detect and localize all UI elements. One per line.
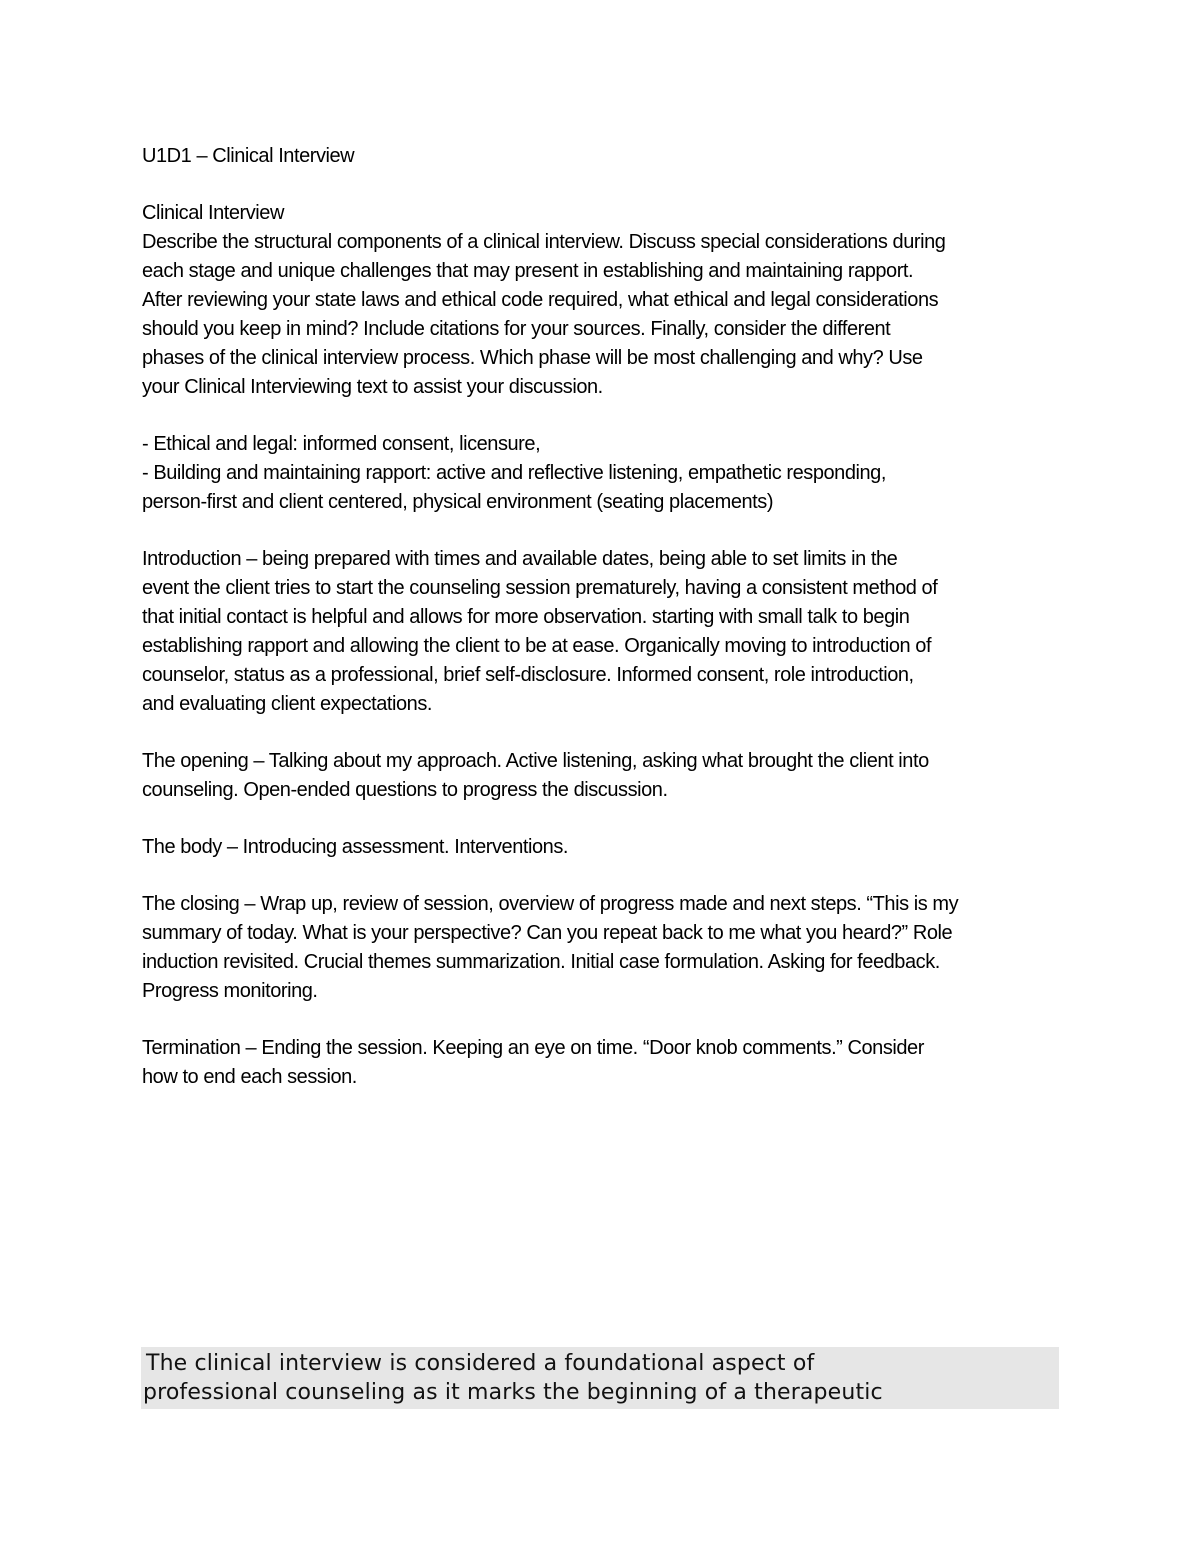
prompt-line: each stage and unique challenges that may present in establishing and maintaining rapport. bbox=[142, 260, 914, 282]
termination-line: Termination – Ending the session. Keeping an eye on time. “Door knob comments.” Consider bbox=[142, 1037, 924, 1059]
body-line: The body – Introducing assessment. Interventions. bbox=[142, 836, 568, 858]
introduction-line: and evaluating client expectations. bbox=[142, 693, 433, 715]
spacer bbox=[142, 719, 1062, 747]
closing-line: The closing – Wrap up, review of session, overview of progress made and next steps. “This is my bbox=[142, 893, 959, 915]
notes-line: person-first and client centered, physical environment (seating placements) bbox=[142, 491, 774, 513]
notes-line: - Ethical and legal: informed consent, licensure, bbox=[142, 433, 541, 455]
notes-line: - Building and maintaining rapport: active and reflective listening, empathetic responding, bbox=[142, 462, 886, 484]
introduction-line: establishing rapport and allowing the client to be at ease. Organically moving to introduction of bbox=[142, 635, 932, 657]
closing-line: summary of today. What is your perspective? Can you repeat back to me what you heard?” Role bbox=[142, 922, 953, 944]
prompt-heading: Clinical Interview bbox=[142, 202, 284, 224]
termination-line: how to end each session. bbox=[142, 1066, 357, 1088]
document-page bbox=[142, 142, 1062, 1092]
text-preview-box bbox=[141, 1347, 1059, 1409]
spacer bbox=[142, 805, 1062, 833]
spacer bbox=[142, 171, 1062, 199]
spacer bbox=[142, 402, 1062, 430]
prompt-line: your Clinical Interviewing text to assist your discussion. bbox=[142, 376, 603, 398]
preview-line: professional counseling as it marks the beginning of a therapeutic bbox=[143, 1380, 883, 1405]
introduction-line: Introduction – being prepared with times and available dates, being able to set limits in the bbox=[142, 548, 898, 570]
closing-line: induction revisited. Crucial themes summarization. Initial case formulation. Asking for feedback. bbox=[142, 951, 940, 973]
introduction-line: counselor, status as a professional, brief self-disclosure. Informed consent, role introduction, bbox=[142, 664, 914, 686]
prompt-line: After reviewing your state laws and ethical code required, what ethical and legal considerations bbox=[142, 289, 939, 311]
document-title: U1D1 – Clinical Interview bbox=[142, 145, 355, 167]
prompt-line: phases of the clinical interview process. Which phase will be most challenging and why? Use bbox=[142, 347, 923, 369]
spacer bbox=[142, 517, 1062, 545]
opening-line: The opening – Talking about my approach. Active listening, asking what brought the client into bbox=[142, 750, 929, 772]
opening-line: counseling. Open-ended questions to progress the discussion. bbox=[142, 779, 668, 801]
prompt-line: Describe the structural components of a clinical interview. Discuss special considerations during bbox=[142, 231, 946, 253]
preview-line: The clinical interview is considered a foundational aspect of bbox=[146, 1351, 815, 1376]
introduction-line: that initial contact is helpful and allows for more observation. starting with small talk to begin bbox=[142, 606, 910, 628]
introduction-line: event the client tries to start the counseling session prematurely, having a consistent method of bbox=[142, 577, 938, 599]
spacer bbox=[142, 862, 1062, 890]
spacer bbox=[142, 1006, 1062, 1034]
prompt-line: should you keep in mind? Include citations for your sources. Finally, consider the different bbox=[142, 318, 891, 340]
closing-line: Progress monitoring. bbox=[142, 980, 318, 1002]
